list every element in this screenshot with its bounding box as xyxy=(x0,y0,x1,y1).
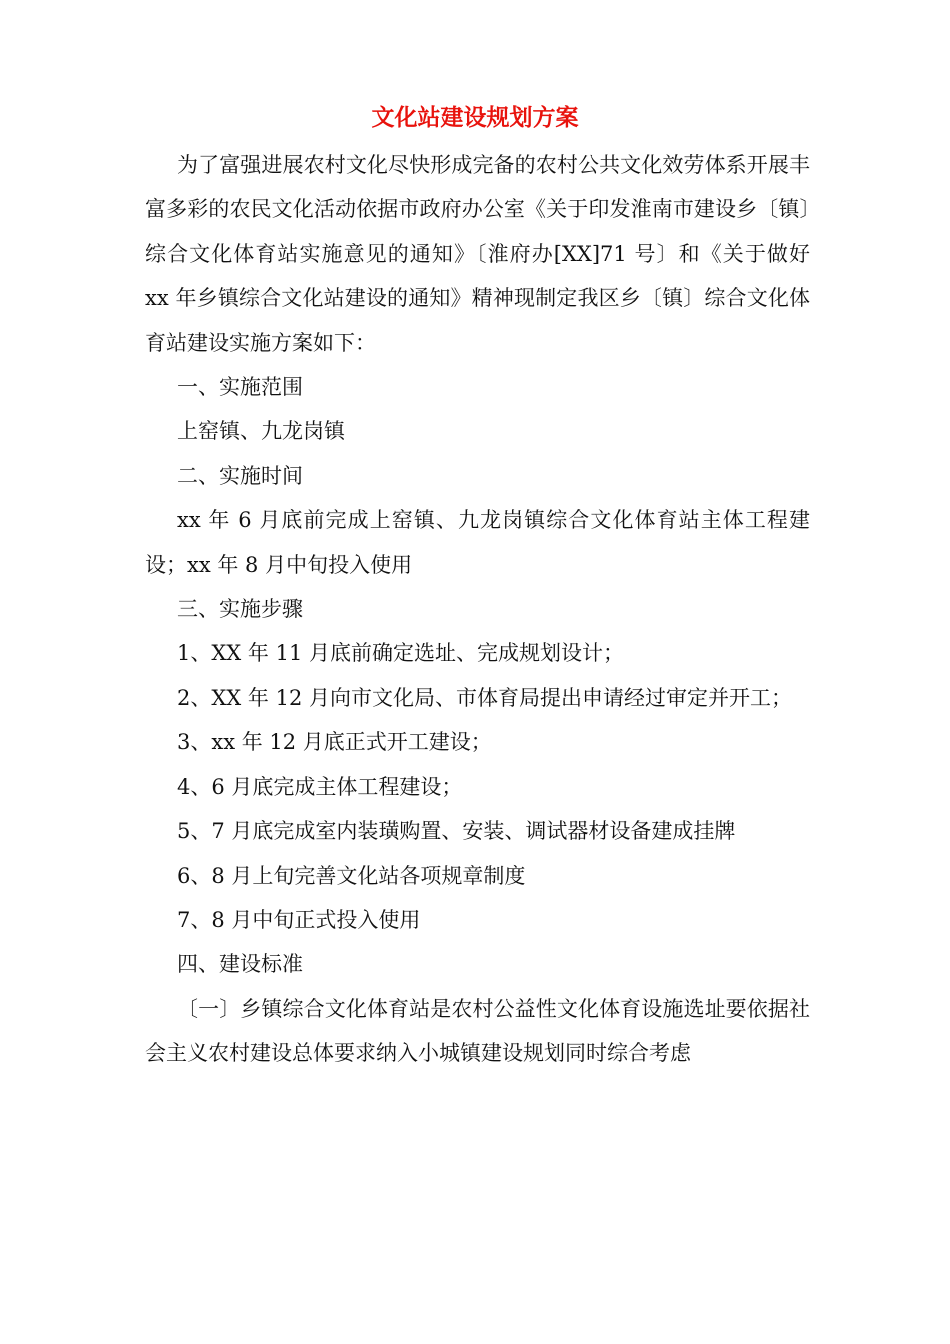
step-item-7: 7、8 月中旬正式投入使用 xyxy=(177,907,421,932)
intro-paragraph: 为了富强进展农村文化尽快形成完备的农村公共文化效劳体系开展丰富多彩的农民文化活动依据市政府办公室《关于印发淮南市建设乡〔镇〕综合文化体育站实施意见的通知》〔淮府办[XX]71 号〕和《关于做好 xx 年乡镇综合文化站建设的通知》精神现制定我区乡〔镇〕综合文化体育站建设实施方案如下： xyxy=(145,153,810,355)
section-content-standards: 〔一〕乡镇综合文化体育站是农村公益性文化体育设施选址要依据社会主义农村建设总体要求纳入小城镇建设规划同时综合考虑 xyxy=(145,996,810,1066)
section-heading-steps: 三、实施步骤 xyxy=(177,597,303,622)
step-item-1: 1、XX 年 11 月底前确定选址、完成规划设计； xyxy=(177,641,625,666)
step-item-3: 3、xx 年 12 月底正式开工建设； xyxy=(177,730,492,755)
section-heading-standards: 四、建设标准 xyxy=(177,952,303,977)
section-content-scope: 上窑镇、九龙岗镇 xyxy=(177,419,345,444)
section-heading-schedule: 二、实施时间 xyxy=(177,463,303,488)
step-item-2: 2、XX 年 12 月向市文化局、市体育局提出申请经过审定并开工； xyxy=(177,685,793,710)
step-item-4: 4、6 月底完成主体工程建设； xyxy=(177,774,463,799)
section-heading-scope: 一、实施范围 xyxy=(177,375,303,400)
section-content-schedule: xx 年 6 月底前完成上窑镇、九龙岗镇综合文化体育站主体工程建设；xx 年 8 月中旬投入使用 xyxy=(145,508,810,577)
step-item-6: 6、8 月上旬完善文化站各项规章制度 xyxy=(177,863,526,888)
step-item-5: 5、7 月底完成室内装璜购置、安装、调试器材设备建成挂牌 xyxy=(177,819,736,844)
document-title: 文化站建设规划方案 xyxy=(371,104,579,131)
document-body xyxy=(145,143,810,1076)
